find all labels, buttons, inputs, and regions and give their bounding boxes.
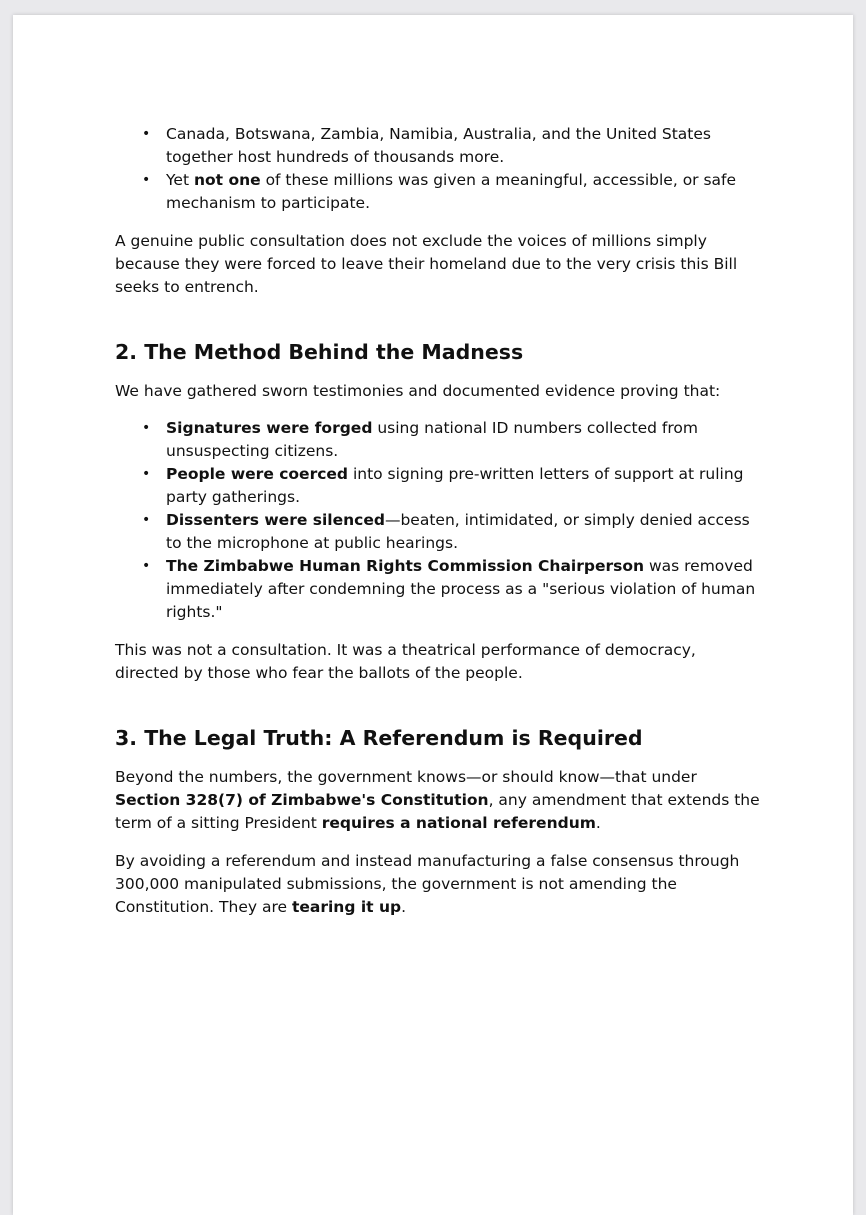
section-2-closing: This was not a consultation. It was a theatrical performance of democracy, directed by those who fear the ballots of the people.	[115, 641, 696, 682]
text-bold-tearing: tearing it up	[291, 898, 402, 916]
list-item-text: into signing pre-written letters of support at ruling party gatherings.	[166, 465, 744, 506]
list-item-text-bold: Signatures were forged	[166, 419, 373, 437]
bullet-icon: •	[142, 558, 151, 574]
bullet-icon: •	[142, 466, 151, 482]
list-item-text-pre: Yet	[166, 171, 194, 189]
list-item	[142, 555, 763, 624]
list-item	[142, 509, 763, 555]
document-page	[13, 15, 853, 1215]
list-item-text-post: of these millions was given a meaningful, accessible, or safe mechanism to participate.	[166, 171, 737, 212]
list-item-text: —beaten, intimidated, or simply denied access to the microphone at public hearings.	[166, 511, 750, 552]
document-body	[115, 123, 763, 919]
list-item	[142, 123, 763, 169]
section-2-heading: 2. The Method Behind the Madness	[115, 340, 524, 364]
section-2-intro: We have gathered sworn testimonies and documented evidence proving that:	[115, 382, 721, 400]
list-item-text: using national ID numbers collected from unsuspecting citizens.	[166, 419, 698, 460]
bullet-list-diaspora	[115, 123, 763, 215]
bullet-icon: •	[142, 512, 151, 528]
section-3-heading: 3. The Legal Truth: A Referendum is Required	[115, 726, 643, 750]
list-item-text-bold: People were coerced	[166, 465, 349, 483]
text-segment: Beyond the numbers, the government knows—or should know—that under	[115, 768, 697, 786]
bullet-icon: •	[142, 420, 151, 436]
text-segment: .	[401, 898, 407, 916]
section-3-paragraph-2	[115, 850, 763, 919]
list-item-text-bold: The Zimbabwe Human Rights Commission Chairperson	[166, 557, 645, 575]
bullet-icon: •	[142, 126, 151, 142]
list-item-text-bold: Dissenters were silenced	[166, 511, 385, 529]
bullet-icon: •	[142, 172, 151, 188]
text-segment: , any amendment that extends the term of a sitting President	[115, 791, 760, 832]
text-segment: .	[595, 814, 601, 832]
paragraph-consultation: A genuine public consultation does not exclude the voices of millions simply because they were forced to leave their homeland due to the very crisis this Bill seeks to entrench.	[115, 232, 738, 296]
list-item	[142, 463, 763, 509]
list-item-text: Canada, Botswana, Zambia, Namibia, Australia, and the United States together host hundreds of thousands more.	[166, 125, 711, 166]
bullet-list-evidence	[115, 417, 763, 624]
list-item-text-bold: not one	[193, 171, 261, 189]
text-bold-referendum: requires a national referendum	[321, 814, 596, 832]
text-segment: By avoiding a referendum and instead manufacturing a false consensus through 300,000 manipulated submissions, the government is not amending the Constitution. They are	[115, 852, 740, 916]
list-item	[142, 169, 763, 215]
list-item-text: was removed immediately after condemning the process as a "serious violation of human rights."	[166, 557, 756, 621]
section-3-paragraph-1	[115, 766, 763, 835]
list-item	[142, 417, 763, 463]
text-bold-section-ref: Section 328(7) of Zimbabwe's Constitution	[115, 791, 489, 809]
